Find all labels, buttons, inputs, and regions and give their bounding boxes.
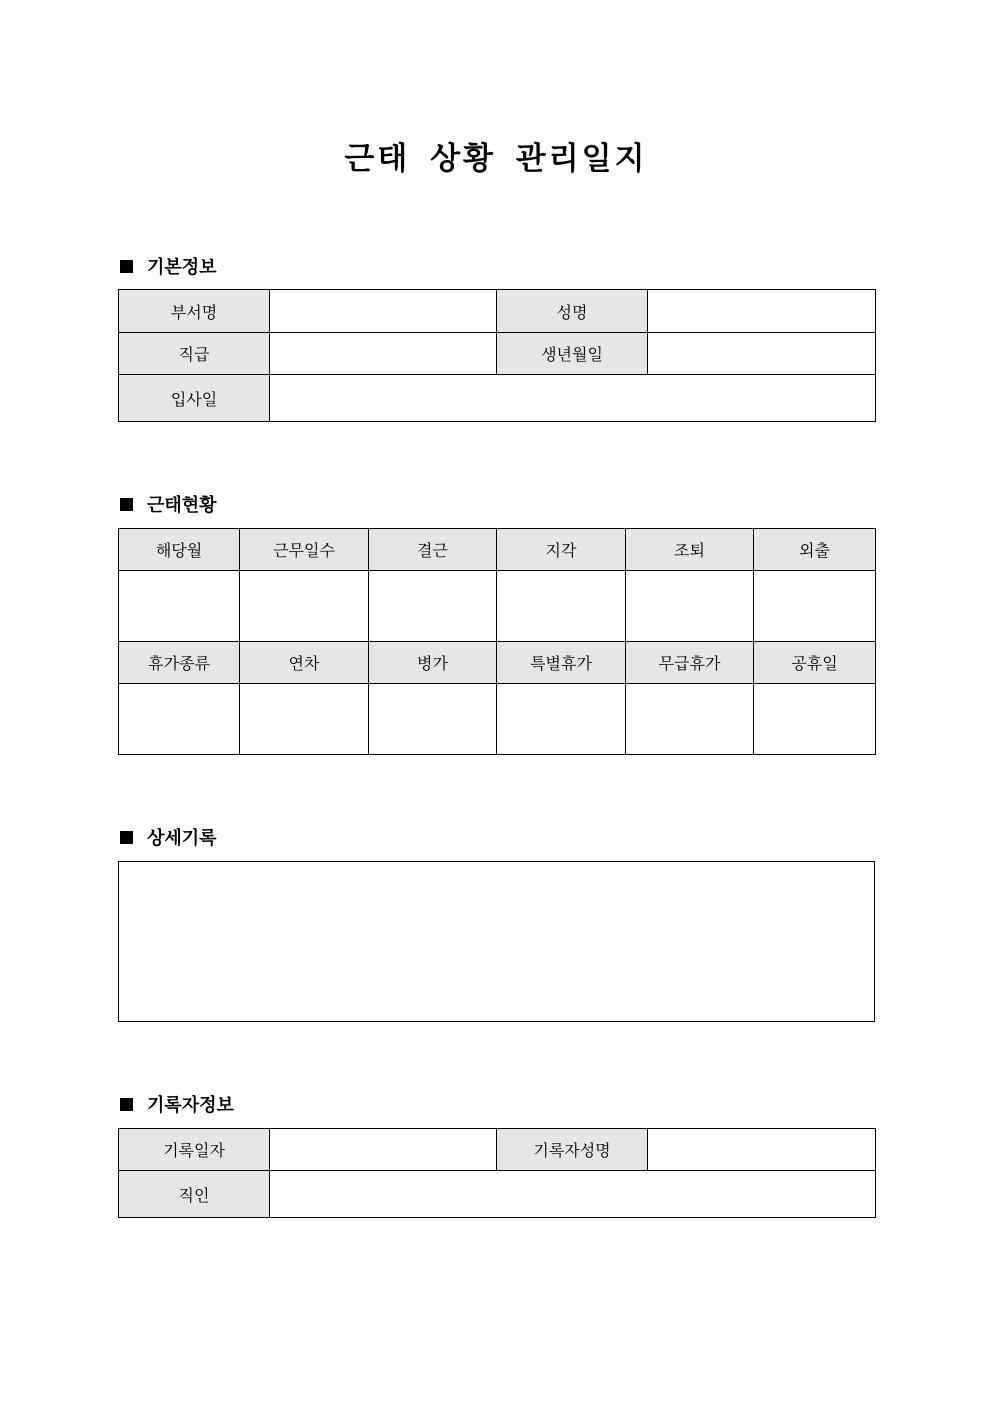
birth-label: 생년월일: [497, 333, 648, 375]
attendance-header-cell: 해당월: [119, 529, 240, 571]
attendance-header-cell: 지각: [497, 529, 626, 571]
leave-value-cell[interactable]: [119, 684, 240, 755]
square-bullet-icon: [120, 1098, 133, 1111]
rank-label: 직급: [119, 333, 270, 375]
section-recorder-title: 기록자정보: [147, 1095, 234, 1116]
seal-label: 직인: [119, 1171, 270, 1218]
dept-label: 부서명: [119, 290, 270, 333]
leave-value-cell[interactable]: [240, 684, 369, 755]
rank-field[interactable]: [270, 333, 497, 375]
attendance-value-cell[interactable]: [497, 571, 626, 642]
leave-header-cell: 병가: [369, 642, 497, 684]
section-recorder: [118, 1091, 234, 1117]
square-bullet-icon: [120, 498, 133, 511]
attendance-value-cell[interactable]: [626, 571, 754, 642]
detail-record-box[interactable]: [118, 861, 875, 1022]
leave-value-cell[interactable]: [754, 684, 876, 755]
dept-field[interactable]: [270, 290, 497, 333]
seal-field[interactable]: [270, 1171, 876, 1218]
record-date-label: 기록일자: [119, 1129, 270, 1171]
leave-header-cell: 특별휴가: [497, 642, 626, 684]
recorder-name-label: 기록자성명: [497, 1129, 648, 1171]
attendance-header-cell: 조퇴: [626, 529, 754, 571]
leave-header-cell: 공휴일: [754, 642, 876, 684]
attendance-header-cell: 근무일수: [240, 529, 369, 571]
document-title: 근태 상황 관리일지: [344, 141, 648, 177]
birth-field[interactable]: [648, 333, 876, 375]
section-detail: [118, 824, 217, 850]
attendance-value-cell[interactable]: [754, 571, 876, 642]
attendance-value-cell[interactable]: [240, 571, 369, 642]
record-date-field[interactable]: [270, 1129, 497, 1171]
attendance-table: [118, 528, 876, 755]
leave-value-cell[interactable]: [369, 684, 497, 755]
name-field[interactable]: [648, 290, 876, 333]
recorder-name-field[interactable]: [648, 1129, 876, 1171]
section-attendance-title: 근태현황: [147, 495, 217, 516]
square-bullet-icon: [120, 831, 133, 844]
attendance-value-cell[interactable]: [119, 571, 240, 642]
leave-value-cell[interactable]: [626, 684, 754, 755]
leave-header-cell: 휴가종류: [119, 642, 240, 684]
basic-info-table: [118, 289, 876, 422]
leave-value-cell[interactable]: [497, 684, 626, 755]
section-detail-title: 상세기록: [147, 828, 217, 849]
attendance-header-cell: 결근: [369, 529, 497, 571]
section-basic-info: [118, 253, 217, 279]
section-basic-info-title: 기본정보: [147, 257, 217, 278]
section-attendance: [118, 491, 217, 517]
leave-header-cell: 연차: [240, 642, 369, 684]
attendance-value-cell[interactable]: [369, 571, 497, 642]
join-date-field[interactable]: [270, 375, 876, 422]
recorder-table: [118, 1128, 876, 1218]
attendance-header-cell: 외출: [754, 529, 876, 571]
join-date-label: 입사일: [119, 375, 270, 422]
square-bullet-icon: [120, 260, 133, 273]
name-label: 성명: [497, 290, 648, 333]
leave-header-cell: 무급휴가: [626, 642, 754, 684]
